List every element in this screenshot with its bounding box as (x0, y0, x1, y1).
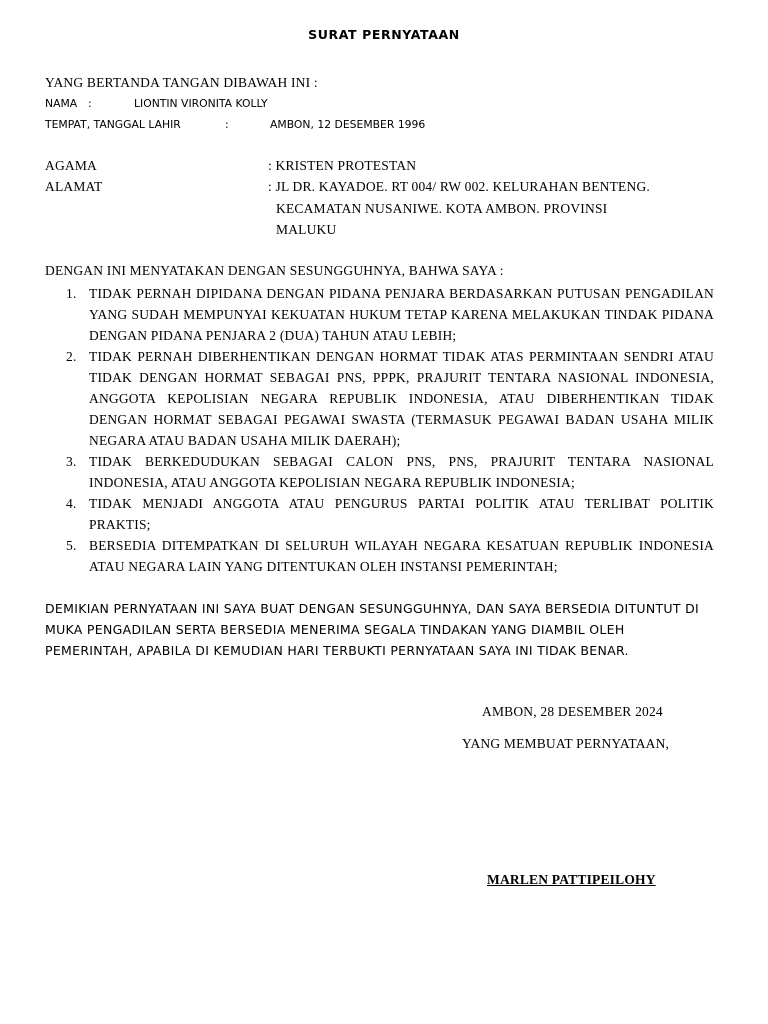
list-item (45, 451, 714, 493)
statement-intro: DENGAN INI MENYATAKAN DENGAN SESUNGGUHNYA, BAHWA SAYA : (45, 263, 504, 278)
nama-value: LIONTIN VIRONITA KOLLY (134, 97, 268, 110)
list-item-number: 5. (66, 538, 77, 553)
intro-line: YANG BERTANDA TANGAN DIBAWAH INI : (45, 75, 318, 90)
list-item-text: TIDAK PERNAH DIPIDANA DENGAN PIDANA PENJARA BERDASARKAN PUTUSAN PENGADILAN YANG SUDAH MEMPUNYAI KEKUATAN HUKUM TETAP KARENA MELAKUKAN TINDAK PIDANA DENGAN PIDANA PENJARA 2 (DUA) TAHUN ATAU LEBIH; (89, 286, 714, 343)
list-item (45, 493, 714, 535)
list-item (45, 535, 714, 577)
list-item-number: 1. (66, 286, 77, 301)
nama-separator: : (88, 97, 92, 110)
alamat-line-3: MALUKU (276, 222, 337, 237)
closing-paragraph: DEMIKIAN PERNYATAAN INI SAYA BUAT DENGAN SESUNGGUHNYA, DAN SAYA BERSEDIA DITUNTUT DI MUKA PENGADILAN SERTA BERSEDIA MENERIMA SEGALA TINDAKAN YANG DIAMBIL OLEH PEMERINTAH, APABILA DI KEMUDIAN HARI TERBUKTI PERNYATAAN SAYA INI TIDAK BENAR. (45, 601, 699, 658)
list-item-number: 2. (66, 349, 77, 364)
list-item-text: BERSEDIA DITEMPATKAN DI SELURUH WILAYAH NEGARA KESATUAN REPUBLIK INDONESIA ATAU NEGARA LAIN YANG DITENTUKAN OLEH INSTANSI PEMERINTAH; (89, 538, 714, 574)
statement-list (45, 283, 714, 577)
signature-role: YANG MEMBUAT PERNYATAAN, (462, 736, 670, 751)
signer-name: MARLEN PATTIPEILOHY (487, 872, 656, 887)
nama-label: NAMA (45, 97, 78, 110)
agama-value: : KRISTEN PROTESTAN (268, 158, 417, 173)
alamat-line-2: KECAMATAN NUSANIWE. KOTA AMBON. PROVINSI (276, 201, 608, 216)
alamat-line-1: : JL DR. KAYADOE. RT 004/ RW 002. KELURAHAN BENTENG. (268, 179, 650, 194)
document-title: SURAT PERNYATAAN (308, 27, 460, 42)
alamat-label: ALAMAT (45, 179, 103, 194)
ttl-value: AMBON, 12 DESEMBER 1996 (270, 118, 426, 131)
list-item (45, 346, 714, 451)
ttl-separator: : (225, 118, 229, 131)
list-item (45, 283, 714, 346)
list-item-text: TIDAK BERKEDUDUKAN SEBAGAI CALON PNS, PNS, PRAJURIT TENTARA NASIONAL INDONESIA, ATAU ANGGOTA KEPOLISIAN NEGARA REPUBLIK INDONESIA; (89, 454, 714, 490)
list-item-number: 3. (66, 454, 77, 469)
list-item-text: TIDAK MENJADI ANGGOTA ATAU PENGURUS PARTAI POLITIK ATAU TERLIBAT POLITIK PRAKTIS; (89, 496, 714, 532)
agama-label: AGAMA (45, 158, 98, 173)
ttl-label: TEMPAT, TANGGAL LAHIR (45, 118, 181, 131)
list-item-text: TIDAK PERNAH DIBERHENTIKAN DENGAN HORMAT TIDAK ATAS PERMINTAAN SENDRI ATAU TIDAK DENGAN HORMAT SEBAGAI PNS, PPPK, PRAJURIT TENTARA NASIONAL INDONESIA, ANGGOTA KEPOLISIAN NEGARA REPUBLIK INDONESIA, ATAU DIBERHENTIKAN TIDAK DENGAN HORMAT SEBAGAI PEGAWAI SWASTA (TERMASUK PEGAWAI BADAN USAHA MILIK NEGARA ATAU BADAN USAHA MILIK DAERAH); (89, 349, 714, 448)
signature-place-date: AMBON, 28 DESEMBER 2024 (482, 704, 663, 719)
alamat-continuation (276, 198, 696, 240)
list-item-number: 4. (66, 496, 77, 511)
